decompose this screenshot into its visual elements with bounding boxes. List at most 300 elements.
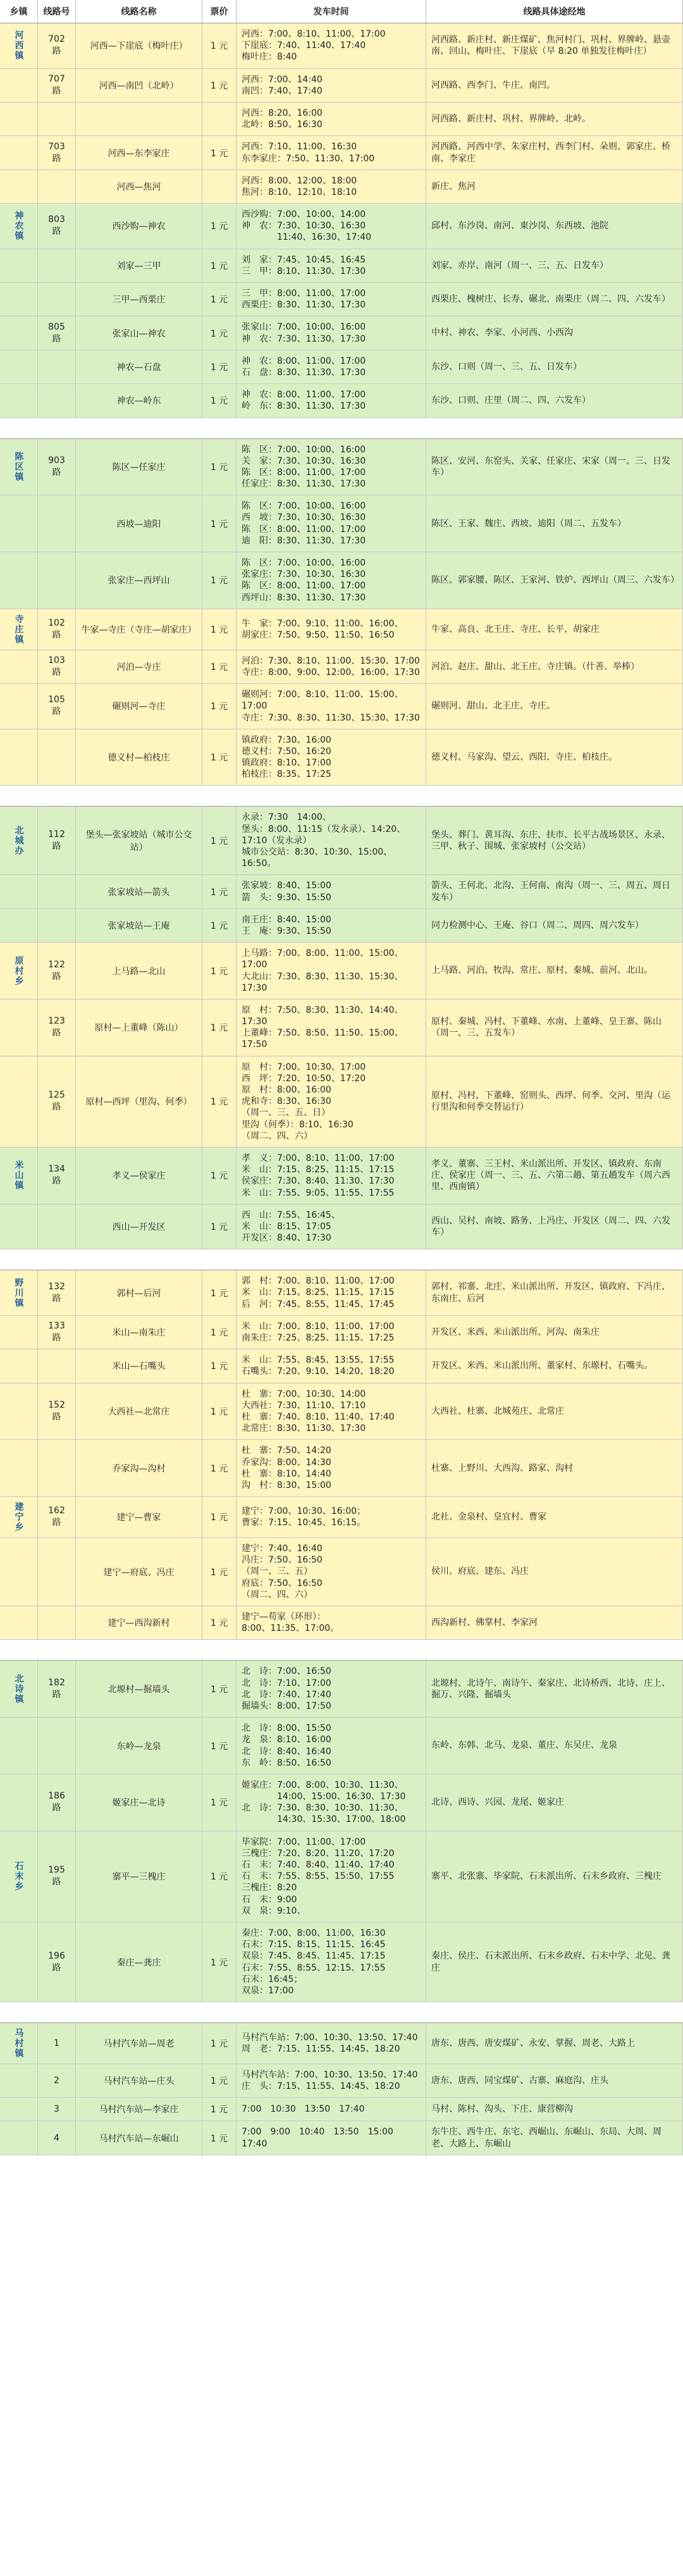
- line-cell: 4: [38, 2121, 76, 2154]
- table-row: [0, 1497, 683, 1538]
- line-cell: [38, 1718, 76, 1774]
- schedule-cell: 毕家院：7:00、11:00、17:00 三槐庄：7:20、8:20、11:20、17:20 石 末：7:40、8:40、11:40、17:40 石 末：7:55、8:55、15:50、17:55 三槐庄：8:20 石 末：9:00 双 泉：9:10、: [237, 1831, 426, 1922]
- fare-cell: 1 元: [202, 807, 237, 874]
- route-name-cell: 河西—南凹（北岭）: [76, 69, 202, 102]
- fare-cell: 1 元: [202, 204, 237, 249]
- stops-cell: 唐东、唐西、同宝煤矿、古寨、麻庭沟、庄头: [426, 2064, 683, 2097]
- line-cell: [38, 249, 76, 282]
- line-cell: 196 路: [38, 1923, 76, 2002]
- schedule-cell: 米 山：7:55、8:45、13:55、17:55 石嘴头：7:20、9:10、14:20、18:20: [237, 1349, 426, 1382]
- table-row: [0, 384, 683, 418]
- stops-cell: 东沙、口则（周一、三、五、日发车）: [426, 350, 683, 383]
- town-cell: [0, 69, 38, 102]
- header-places: 线路具体途经地: [426, 0, 683, 23]
- town-cell: 寺庄镇: [0, 609, 38, 650]
- stops-cell: 陈区、安河、东窑头、关家、任家庄、宋家（周一、三、日发车）: [426, 439, 683, 495]
- fare-cell: 1 元: [202, 1774, 237, 1831]
- section: [0, 806, 683, 1249]
- line-cell: 903 路: [38, 439, 76, 495]
- fare-cell: 1 元: [202, 1923, 237, 2002]
- route-name-cell: 河西—下崖底（梅叶庄）: [76, 23, 202, 68]
- schedule-cell: 上马路：7:00、8:00、11:00、15:00、17:00 大北山：7:30、8:30、11:30、15:30、17:30: [237, 943, 426, 999]
- schedule-cell: 建宁—苟家（环形）： 8:00、11:35、17:00。: [237, 1606, 426, 1639]
- route-name-cell: 牛家—寺庄（寺庄—胡家庄）: [76, 609, 202, 650]
- town-cell: [0, 2121, 38, 2154]
- table-row: [0, 875, 683, 908]
- route-name-cell: 德义村—柏枝庄: [76, 729, 202, 786]
- fare-cell: 1 元: [202, 1148, 237, 1204]
- fare-cell: 1 元: [202, 1497, 237, 1537]
- town-cell: [0, 283, 38, 316]
- stops-cell: 陈区、郭家腰、陈区、王家河、铁炉、西坪山（周三、六发车）: [426, 552, 683, 609]
- table-row: [0, 1384, 683, 1440]
- fare-cell: 1 元: [202, 1718, 237, 1774]
- route-name-cell: 神农—岭东: [76, 384, 202, 417]
- town-cell: [0, 729, 38, 786]
- line-cell: [38, 102, 76, 135]
- schedule-cell: 三 甲：8:00、11:00、17:00 西栗庄：8:30、11:30、17:30: [237, 283, 426, 316]
- schedule-cell: 神 农：8:00、11:00、17:00 岭 东：8:30、11:30、17:30: [237, 384, 426, 417]
- fare-cell: 1 元: [202, 1270, 237, 1315]
- table-row: [0, 495, 683, 552]
- schedule-cell: 陈 区：7:00、10:00、16:00 关 家：7:30、10:30、16:30 陈 区：8:00、11:00、17:00 任家庄：8:30、11:30、17:30: [237, 439, 426, 495]
- route-name-cell: 三甲—西栗庄: [76, 283, 202, 316]
- table-row: [0, 204, 683, 249]
- town-cell: 北诗镇: [0, 1661, 38, 1717]
- line-cell: 195 路: [38, 1831, 76, 1922]
- route-name-cell: 原村—上董峰（陈山）: [76, 1000, 202, 1056]
- route-name-cell: 马村汽车站—庄头: [76, 2064, 202, 2097]
- fare-cell: 1 元: [202, 1440, 237, 1496]
- town-cell: 原村乡: [0, 943, 38, 999]
- table-row: [0, 1204, 683, 1250]
- route-name-cell: 西山—开发区: [76, 1204, 202, 1249]
- line-cell: [38, 384, 76, 417]
- fare-cell: [202, 170, 237, 203]
- schedule-cell: 马村汽车站：7:00、10:30、13:50、17:40 庄 头：7:15、11:55、14:45、18:20: [237, 2064, 426, 2097]
- table-row: [0, 2098, 683, 2121]
- town-cell: [0, 650, 38, 683]
- line-cell: [38, 1440, 76, 1496]
- header-line: 线路号: [38, 0, 76, 23]
- schedule-cell: 7:00 10:30 13:50 17:40: [237, 2098, 426, 2121]
- town-cell: 神农镇: [0, 204, 38, 249]
- fare-cell: 1 元: [202, 1538, 237, 1606]
- fare-cell: 1 元: [202, 650, 237, 683]
- stops-cell: 原村、秦城、冯村、下董峰、水南、上董峰、皇王寨、陈山（周一、三、五发车）: [426, 1000, 683, 1056]
- stops-cell: 河西路、西李门、牛庄、南凹。: [426, 69, 683, 102]
- route-name-cell: 河西—东李家庄: [76, 136, 202, 169]
- town-cell: [0, 1349, 38, 1382]
- table-row: [0, 283, 683, 316]
- table-row: [0, 1148, 683, 1204]
- town-cell: [0, 249, 38, 282]
- route-name-cell: 大西社—北常庄: [76, 1384, 202, 1440]
- schedule-cell: 河西：8:20、16:00 北岭：8:50、16:30: [237, 102, 426, 135]
- table-row: [0, 807, 683, 875]
- town-cell: [0, 316, 38, 349]
- stops-cell: 碾则河、甜山、北王庄、寺庄。: [426, 684, 683, 729]
- schedule-cell: 姬家庄：7:00、8:00、10:30、11:30、 14:00、15:00、16:30、17:30 北 诗：7:30、8:30、10:30、11:30、 14:30、15:30、17:00、18:00: [237, 1774, 426, 1831]
- table-row: [0, 909, 683, 943]
- town-cell: [0, 684, 38, 729]
- town-cell: [0, 1718, 38, 1774]
- header-fare: 票价: [202, 0, 237, 23]
- table-row: [0, 1056, 683, 1148]
- route-name-cell: 东岭—龙泉: [76, 1718, 202, 1774]
- line-cell: 703 路: [38, 136, 76, 169]
- route-name-cell: 上马路—北山: [76, 943, 202, 999]
- fare-cell: 1 元: [202, 69, 237, 102]
- stops-cell: 北社、金泉村、皇宜村、曹家: [426, 1497, 683, 1537]
- line-cell: 103 路: [38, 650, 76, 683]
- stops-cell: 杜寨、上野川、大西沟、路家、沟村: [426, 1440, 683, 1496]
- table-row: [0, 170, 683, 204]
- route-name-cell: 神农—石盘: [76, 350, 202, 383]
- schedule-cell: 米 山：7:00、8:10、11:00、17:00 南朱庄：7:25、8:25、11:15、17:25: [237, 1316, 426, 1349]
- table-row: [0, 1440, 683, 1497]
- header-town: 乡镇: [0, 0, 38, 23]
- town-cell: 北城办: [0, 807, 38, 874]
- line-cell: [38, 552, 76, 609]
- fare-cell: 1 元: [202, 2121, 237, 2154]
- schedule-cell: 张家坡：8:40、15:00 箭 头：9:30、15:50: [237, 875, 426, 908]
- schedule-cell: 马村汽车站：7:00、10:30、13:50、17:40 周 老：7:15、11:55、14:45、18:20: [237, 2023, 426, 2064]
- fare-cell: 1 元: [202, 1831, 237, 1922]
- line-cell: 1: [38, 2023, 76, 2064]
- schedule-cell: 河泊：7:30、8:10、11:00、15:30、17:00 寺庄：8:00、9:00、12:00、16:00、17:30: [237, 650, 426, 683]
- town-cell: 陈区镇: [0, 439, 38, 495]
- fare-cell: 1 元: [202, 384, 237, 417]
- town-cell: [0, 552, 38, 609]
- route-name-cell: 张家山—神农: [76, 316, 202, 349]
- town-cell: 野川镇: [0, 1270, 38, 1315]
- route-name-cell: 建宁—曹家: [76, 1497, 202, 1537]
- stops-cell: 郭村、祁寨、北庄、米山派出所、开发区、镇政府、下冯庄、东南庄、后河: [426, 1270, 683, 1315]
- route-name-cell: 西坡—迪阳: [76, 495, 202, 552]
- line-cell: 182 路: [38, 1661, 76, 1717]
- schedule-cell: 河西：7:00、8:10、11:00、17:00 下崖底：7:40、11:40、17:40 梅叶庄：8:40: [237, 23, 426, 68]
- fare-cell: 1 元: [202, 1384, 237, 1440]
- line-cell: [38, 875, 76, 908]
- line-cell: 702 路: [38, 23, 76, 68]
- section: [0, 23, 683, 418]
- line-cell: 162 路: [38, 1497, 76, 1537]
- fare-cell: 1 元: [202, 1056, 237, 1147]
- fare-cell: [202, 102, 237, 135]
- section: [0, 1270, 683, 1640]
- schedule-cell: 建宁：7:40、16:40 冯庄：7:50、16:50 （周一、三、五） 府底：7:50、16:50 （周二、四、六）: [237, 1538, 426, 1606]
- stops-cell: 北塬村、北诗午、南诗午、秦家庄、北诗桥西、北诗、庄上、掘万、兴隆、掘墙头: [426, 1661, 683, 1717]
- town-cell: [0, 909, 38, 942]
- stops-cell: 同力检测中心、王庵、谷口（周二、周四、周六发车）: [426, 909, 683, 942]
- stops-cell: 河泊、赵庄、甜山、北王庄、寺庄镇。（什善、举棒）: [426, 650, 683, 683]
- table-row: [0, 552, 683, 609]
- route-name-cell: 米山—石嘴头: [76, 1349, 202, 1382]
- town-cell: [0, 350, 38, 383]
- schedule-cell: 孝 义：7:00、8:10、11:00、17:00 米 山：7:15、8:25、11:15、17:15 侯家庄：7:30、8:40、11:30、17:30 米 山：7:55、9:05、11:55、17:55: [237, 1148, 426, 1204]
- route-name-cell: 郭村—后河: [76, 1270, 202, 1315]
- fare-cell: 1 元: [202, 1661, 237, 1717]
- schedule-cell: 碾则河：7:00、8:10、11:00、15:00、17:00 寺庄：7:30、8:30、11:30、15:30、17:30: [237, 684, 426, 729]
- route-name-cell: 姬家庄—北诗: [76, 1774, 202, 1831]
- stops-cell: 寨平、北张寨、毕家院、石末派出所、石末乡政府、三槐庄: [426, 1831, 683, 1922]
- route-name-cell: 陈区—任家庄: [76, 439, 202, 495]
- stops-cell: 西沟新村、佛掌村、李家河: [426, 1606, 683, 1639]
- route-name-cell: 马村汽车站—周老: [76, 2023, 202, 2064]
- schedule-cell: 陈 区：7:00、10:00、16:00 张家庄：7:30、10:30、16:30 陈 区：8:00、11:00、17:00 西坪山：8:30、11:30、17:30: [237, 552, 426, 609]
- fare-cell: 1 元: [202, 875, 237, 908]
- route-name-cell: 北塬村—掘墙头: [76, 1661, 202, 1717]
- route-name-cell: 马村汽车站—东崛山: [76, 2121, 202, 2154]
- fare-cell: 1 元: [202, 1349, 237, 1382]
- town-cell: [0, 495, 38, 552]
- stops-cell: 侯川、府底、建东、冯庄: [426, 1538, 683, 1606]
- line-cell: [38, 909, 76, 942]
- schedule-cell: 南王庄：8:40、15:00 王 庵：9:30、15:50: [237, 909, 426, 942]
- table-row: [0, 1349, 683, 1383]
- section: [0, 1660, 683, 2002]
- town-cell: 建宁乡: [0, 1497, 38, 1537]
- fare-cell: 1 元: [202, 1316, 237, 1349]
- route-name-cell: 秦庄—龚庄: [76, 1923, 202, 2002]
- route-name-cell: 原村—西坪（里沟、何季）: [76, 1056, 202, 1147]
- line-cell: 805 路: [38, 316, 76, 349]
- line-cell: 134 路: [38, 1148, 76, 1204]
- table-row: [0, 136, 683, 170]
- table-row: [0, 2023, 683, 2064]
- route-name-cell: 建宁—西沟新村: [76, 1606, 202, 1639]
- schedule-cell: 郭 村：7:00、8:10、11:00、17:00 米 山：7:15、8:25、11:15、17:15 后 河：7:45、8:55、11:45、17:45: [237, 1270, 426, 1315]
- table-row: [0, 1718, 683, 1774]
- route-name-cell: 河西—焦河: [76, 170, 202, 203]
- schedule-cell: 杜 寨：7:50、14:20 乔家沟：8:00、14:30 杜 寨：8:10、14:40 沟 村：8:30、15:00: [237, 1440, 426, 1496]
- stops-cell: 德义村、马家沟、望云、西阳、寺庄、柏枝庄。: [426, 729, 683, 786]
- table-row: [0, 729, 683, 786]
- schedule-cell: 杜 寨：7:00、10:30、14:00 大西社：7:30、11:10、17:10 杜 寨：7:40、8:10、11:40、17:40 北常庄：8:30、11:30、17:30: [237, 1384, 426, 1440]
- line-cell: [38, 1538, 76, 1606]
- table-row: [0, 1923, 683, 2002]
- schedule-cell: 刘 家：7:45、10:45、16:45 三 甲：8:10、11:30、17:30: [237, 249, 426, 282]
- schedule-cell: 西沙购：7:00、10:00、14:00 神 农：7:30、10:30、16:30 11:40、16:30、17:40: [237, 204, 426, 249]
- sections-container: [0, 23, 683, 2155]
- table-row: [0, 102, 683, 136]
- route-name-cell: 张家坡站—箭头: [76, 875, 202, 908]
- table-row: [0, 1270, 683, 1316]
- town-cell: [0, 170, 38, 203]
- schedule-cell: 永录：7:30 14:00、 堡头：8:00、11:15（发永录）、14:20、17:10（发永录） 城市公交站：8:30、10:30、15:00、16:50。: [237, 807, 426, 874]
- stops-cell: 马村、陈村、沟头、下庄、康营柳沟: [426, 2098, 683, 2121]
- route-name-cell: 张家坡站—王庵: [76, 909, 202, 942]
- fare-cell: 1 元: [202, 609, 237, 650]
- table-row: [0, 350, 683, 384]
- line-cell: [38, 729, 76, 786]
- section: [0, 2022, 683, 2155]
- table-row: [0, 1831, 683, 1923]
- stops-cell: 唐东、唐西、唐安煤矿、永安、掌握、周老、大路上: [426, 2023, 683, 2064]
- fare-cell: 1 元: [202, 439, 237, 495]
- schedule-cell: 秦庄：7:00、8:00、11:00、16:30 石末：7:15、8:15、11:15、16:45 双泉：7:45、8:45、11:45、17:15 石末：7:55、8:55、12:15、17:55 石末：16:45； 双泉：17:00: [237, 1923, 426, 2002]
- route-name-cell: 马村汽车站—李家庄: [76, 2098, 202, 2121]
- table-row: [0, 609, 683, 650]
- line-cell: 125 路: [38, 1056, 76, 1147]
- route-name-cell: 刘家—三甲: [76, 249, 202, 282]
- line-cell: 105 路: [38, 684, 76, 729]
- fare-cell: 1 元: [202, 283, 237, 316]
- town-cell: [0, 1204, 38, 1249]
- table-row: [0, 69, 683, 102]
- line-cell: 3: [38, 2098, 76, 2121]
- fare-cell: 1 元: [202, 943, 237, 999]
- table-row: [0, 316, 683, 350]
- fare-cell: 1 元: [202, 316, 237, 349]
- table-row: [0, 2121, 683, 2155]
- fare-cell: 1 元: [202, 495, 237, 552]
- line-cell: [38, 495, 76, 552]
- stops-cell: 开发区、米西、米山派出所、河沟、南朱庄: [426, 1316, 683, 1349]
- line-cell: [38, 1606, 76, 1639]
- town-cell: [0, 1440, 38, 1496]
- table-row: [0, 1774, 683, 1831]
- town-cell: [0, 2064, 38, 2097]
- schedule-cell: 河西：8:00、12:00、18:00 焦河：8:10、12:10、18:10: [237, 170, 426, 203]
- stops-cell: 孝义、董寨、三王村、米山派出所、开发区、镇政府、东南庄、侯家庄（周一、三、五、六第二趟、第五趟发车（周六西里、西南镇）: [426, 1148, 683, 1204]
- line-cell: [38, 350, 76, 383]
- table-row: [0, 1661, 683, 1718]
- table-row: [0, 650, 683, 684]
- town-cell: [0, 384, 38, 417]
- route-name-cell: 河泊—寺庄: [76, 650, 202, 683]
- line-cell: 152 路: [38, 1384, 76, 1440]
- line-cell: [38, 1204, 76, 1249]
- town-cell: [0, 1384, 38, 1440]
- town-cell: [0, 1316, 38, 1349]
- schedule-cell: 河西：7:00、14:40 南凹：7:40、17:40: [237, 69, 426, 102]
- table-row: [0, 943, 683, 1000]
- stops-cell: 开发区、米西、米山派出所、董家村、东塬村、石嘴头。: [426, 1349, 683, 1382]
- fare-cell: 1 元: [202, 729, 237, 786]
- schedule-cell: 张家山：7:00、10:00、16:00 神 农：7:30、11:30、17:30: [237, 316, 426, 349]
- stops-cell: 堡头、葬门、黄耳沟、东庄、扶市、长平古战场景区、永录、三甲、秋子、围城、张家坡村（公交站）: [426, 807, 683, 874]
- fare-cell: 1 元: [202, 2098, 237, 2121]
- town-cell: 河西镇: [0, 23, 38, 68]
- fare-cell: 1 元: [202, 909, 237, 942]
- header-time: 发车时间: [237, 0, 426, 23]
- stops-cell: 箭头、王何北、北沟、王何南、南沟（周一、三、周五、周日发车）: [426, 875, 683, 908]
- stops-cell: 新庄、焦河: [426, 170, 683, 203]
- stops-cell: 河西路、新庄村、新庄煤矿、焦河村门、巩村、界牌岭、悬壶南、回山、梅叶庄、下崖底（早 8:20 单独发往梅叶庄）: [426, 23, 683, 68]
- fare-cell: 1 元: [202, 350, 237, 383]
- schedule-cell: 牛 家：7:00、9:10、11:00、16:00、 胡家庄：7:50、9:50、11:50、16:50: [237, 609, 426, 650]
- line-cell: 122 路: [38, 943, 76, 999]
- stops-cell: 刘家、赤岸、南河（周一、三、五、日发车）: [426, 249, 683, 282]
- schedule-cell: 镇政府：7:30、16:00 德义村：7:50、16:20 镇政府：8:10、17:00 柏枝庄：8:35、17:25: [237, 729, 426, 786]
- fare-cell: 1 元: [202, 136, 237, 169]
- stops-cell: 河西路、河西中学、朱家庄村、西李门村、朵则、郭家庄、桥南、李家庄: [426, 136, 683, 169]
- table-row: [0, 1538, 683, 1606]
- town-cell: [0, 102, 38, 135]
- route-name-cell: [76, 102, 202, 135]
- stops-cell: 秦庄、侯庄、石末派出所、石末乡政府、石末中学、北见、龚庄: [426, 1923, 683, 2002]
- line-cell: 132 路: [38, 1270, 76, 1315]
- table-row: [0, 439, 683, 496]
- town-cell: [0, 1056, 38, 1147]
- stops-cell: 北诗、西诗、兴园、龙尾、姬家庄: [426, 1774, 683, 1831]
- schedule-cell: 陈 区：7:00、10:00、16:00 西 坡：7:30、10:30、16:30 陈 区：8:00、11:00、17:00 迪 阳：8:30、11:30、17:30: [237, 495, 426, 552]
- stops-cell: 西栗庄、槐树庄、长寿、碾北、南栗庄（周二、四、六发车）: [426, 283, 683, 316]
- town-cell: [0, 1923, 38, 2002]
- line-cell: [38, 1349, 76, 1382]
- stops-cell: 上马路、河泊、牧沟、常庄、原村、秦城、前河、北山。: [426, 943, 683, 999]
- stops-cell: 东牛庄、西牛庄、东宅、西崛山、东崛山、东局、大周、周老、大路上、东崛山: [426, 2121, 683, 2154]
- town-cell: [0, 1606, 38, 1639]
- town-cell: 石末乡: [0, 1831, 38, 1922]
- line-cell: 707 路: [38, 69, 76, 102]
- town-cell: 米山镇: [0, 1148, 38, 1204]
- line-cell: 123 路: [38, 1000, 76, 1056]
- stops-cell: 东沙、口则、庄里（周二、四、六发车）: [426, 384, 683, 417]
- schedule-cell: 北 诗：8:00、15:50 龙 泉：8:10、16:00 北 诗：8:40、16:40 东 岭：8:50、16:50: [237, 1718, 426, 1774]
- route-name-cell: 碾则河—寺庄: [76, 684, 202, 729]
- stops-cell: 陈区、王家、魏庄、西坡、迪阳（周二、五发车）: [426, 495, 683, 552]
- schedule-cell: 神 农：8:00、11:00、17:00 石 盘：8:30、11:30、17:30: [237, 350, 426, 383]
- schedule-cell: 北 诗：7:00、16:50 北 诗：7:10、17:00 北 诗：7:40、17:40 掘墙头：8:00、17:50: [237, 1661, 426, 1717]
- table-row: [0, 249, 683, 283]
- route-name-cell: 乔家沟—沟村: [76, 1440, 202, 1496]
- route-name-cell: 寨平—三槐庄: [76, 1831, 202, 1922]
- fare-cell: 1 元: [202, 552, 237, 609]
- schedule-cell: 西 山：7:55、16:45、 米 山：8:15、17:05 开发区：8:40、17:30: [237, 1204, 426, 1249]
- route-name-cell: 建宁—府底、冯庄: [76, 1538, 202, 1606]
- stops-cell: 东岭、东韩、北马、龙泉、董庄、东吴庄、龙泉: [426, 1718, 683, 1774]
- fare-cell: 1 元: [202, 249, 237, 282]
- route-name-cell: 堡头—张家坡站（城市公交站）: [76, 807, 202, 874]
- fare-cell: 1 元: [202, 2064, 237, 2097]
- town-cell: [0, 1538, 38, 1606]
- route-name-cell: 西沙购—神农: [76, 204, 202, 249]
- town-cell: [0, 1774, 38, 1831]
- town-cell: [0, 2098, 38, 2121]
- town-cell: [0, 875, 38, 908]
- table-row: [0, 23, 683, 69]
- table-header: [0, 0, 683, 23]
- schedule-cell: 7:00 9:00 10:40 13:50 15:00 17:40: [237, 2121, 426, 2154]
- town-cell: [0, 1000, 38, 1056]
- town-cell: [0, 136, 38, 169]
- line-cell: 2: [38, 2064, 76, 2097]
- schedule-cell: 建宁：7:00、10:30、16:00； 曹家：7:15、10:45、16:15。: [237, 1497, 426, 1537]
- table-row: [0, 1606, 683, 1640]
- fare-cell: 1 元: [202, 2023, 237, 2064]
- line-cell: 102 路: [38, 609, 76, 650]
- fare-cell: 1 元: [202, 1606, 237, 1639]
- fare-cell: 1 元: [202, 1000, 237, 1056]
- stops-cell: 邱村、东沙岗、南河、東沙岗、东西坡、池院: [426, 204, 683, 249]
- table-row: [0, 2064, 683, 2098]
- table-row: [0, 1000, 683, 1056]
- route-name-cell: 米山—南朱庄: [76, 1316, 202, 1349]
- fare-cell: 1 元: [202, 684, 237, 729]
- line-cell: 112 路: [38, 807, 76, 874]
- stops-cell: 大西社、杜寨、北城苑庄、北常庄: [426, 1384, 683, 1440]
- schedule-cell: 河西：7:10、11:00、16:30 东李家庄：7:50、11:30、17:00: [237, 136, 426, 169]
- line-cell: [38, 283, 76, 316]
- town-cell: 马村镇: [0, 2023, 38, 2064]
- line-cell: [38, 170, 76, 203]
- route-name-cell: 孝义—侯家庄: [76, 1148, 202, 1204]
- header-name: 线路名称: [76, 0, 202, 23]
- stops-cell: 中村、神农、李家、小河西、小西沟: [426, 316, 683, 349]
